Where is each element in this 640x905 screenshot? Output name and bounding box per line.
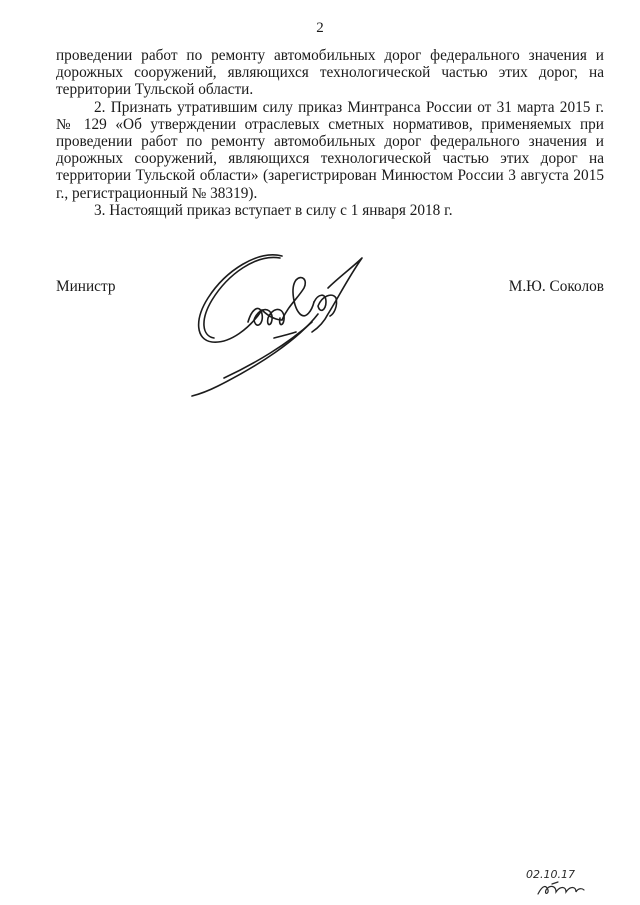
- handwritten-date: 02.10.17: [526, 868, 575, 881]
- handwritten-date-note: [522, 864, 602, 898]
- signer-position: Министр: [56, 278, 116, 295]
- signer-name: М.Ю. Соколов: [508, 278, 604, 295]
- handwritten-initials: [538, 882, 584, 894]
- document-body: [56, 47, 604, 219]
- paragraph-continuation: проведении работ по ремонту автомобильных дорог федерального значения и дорожных сооружений, являющихся технологической частью этих дорог, на территории Тульской области.: [56, 47, 604, 99]
- paragraph-item-3: 3. Настоящий приказ вступает в силу с 1 января 2018 г.: [94, 201, 453, 219]
- handwritten-signature: [178, 248, 408, 398]
- paragraph-item-2: 2. Признать утратившим силу приказ Минтранса России от 31 марта 2015 г. № 129 «Об утверждении отраслевых сметных нормативов, применяемых при проведении работ по ремонту автомобильных дорог федерального значения и дорожных сооружений, являющихся технологической частью этих дорог на территории Тульской области» (зарегистрирован Минюстом России 3 августа 2015 г., регистрационный № 38319).: [56, 98, 604, 202]
- page-number: 2: [316, 20, 324, 36]
